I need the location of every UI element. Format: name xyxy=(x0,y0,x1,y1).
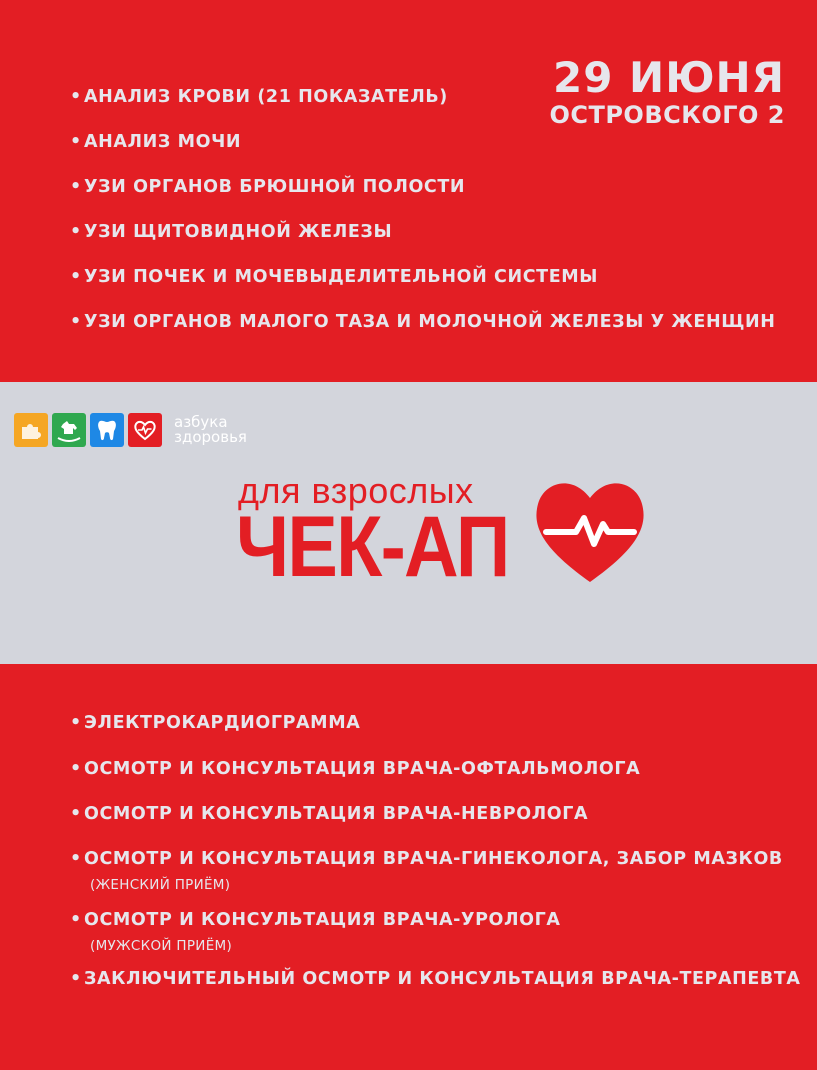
service-label: АНАЛИЗ МОЧИ xyxy=(84,132,242,152)
service-label: УЗИ ПОЧЕК И МОЧЕВЫДЕЛИТЕЛЬНОЙ СИСТЕМЫ xyxy=(84,267,598,287)
event-address: ОСТРОВСКОГО 2 xyxy=(549,101,785,129)
service-label: ЗАКЛЮЧИТЕЛЬНЫЙ ОСМОТР И КОНСУЛЬТАЦИЯ ВРАЧА-ТЕРАПЕВТА xyxy=(84,969,801,989)
service-item xyxy=(70,910,561,954)
service-item xyxy=(70,969,801,989)
brand-name xyxy=(174,415,247,445)
program-subtitle: для взрослых xyxy=(238,470,474,511)
brand-name-line1: азбука xyxy=(174,413,228,431)
program-title: ЧЕК-АП xyxy=(236,499,509,595)
brand-logo xyxy=(14,412,247,448)
service-label: УЗИ ОРГАНОВ БРЮШНОЙ ПОЛОСТИ xyxy=(84,177,466,197)
tooth-icon xyxy=(90,413,124,447)
service-item xyxy=(70,222,392,242)
service-item xyxy=(70,312,776,332)
bullet-icon: • xyxy=(70,849,82,869)
service-item xyxy=(70,849,783,893)
puzzle-icon xyxy=(14,413,48,447)
bullet-icon: • xyxy=(70,87,82,107)
bullet-icon: • xyxy=(70,969,82,989)
heart-logo-icon xyxy=(128,413,162,447)
service-label: АНАЛИЗ КРОВИ (21 ПОКАЗАТЕЛЬ) xyxy=(84,87,448,107)
bullet-icon: • xyxy=(70,759,82,779)
service-note: (МУЖСКОЙ ПРИЁМ) xyxy=(90,938,233,954)
service-label: ОСМОТР И КОНСУЛЬТАЦИЯ ВРАЧА-ОФТАЛЬМОЛОГА xyxy=(84,759,641,779)
event-date: 29 ИЮНЯ xyxy=(552,53,785,102)
service-note: (ЖЕНСКИЙ ПРИЁМ) xyxy=(90,877,231,893)
service-label: УЗИ ЩИТОВИДНОЙ ЖЕЛЕЗЫ xyxy=(84,222,393,242)
bullet-icon: • xyxy=(70,713,82,733)
service-item xyxy=(70,132,241,152)
service-label: ЭЛЕКТРОКАРДИОГРАММА xyxy=(84,713,361,733)
event-info xyxy=(549,55,785,129)
bullet-icon: • xyxy=(70,177,82,197)
bullet-icon: • xyxy=(70,267,82,287)
service-item xyxy=(70,804,588,824)
service-item xyxy=(70,713,360,733)
brand-name-line2: здоровья xyxy=(174,428,247,446)
service-label: ОСМОТР И КОНСУЛЬТАЦИЯ ВРАЧА-УРОЛОГА xyxy=(84,910,561,930)
service-item xyxy=(70,267,598,287)
bullet-icon: • xyxy=(70,910,82,930)
bullet-icon: • xyxy=(70,132,82,152)
service-item xyxy=(70,87,448,107)
bullet-icon: • xyxy=(70,222,82,242)
rocking-horse-icon xyxy=(52,413,86,447)
service-label: ОСМОТР И КОНСУЛЬТАЦИЯ ВРАЧА-ГИНЕКОЛОГА, ЗАБОР МАЗКОВ xyxy=(84,849,783,869)
heart-pulse-icon xyxy=(532,474,648,586)
service-item xyxy=(70,759,640,779)
service-item xyxy=(70,177,465,197)
bullet-icon: • xyxy=(70,312,82,332)
bullet-icon: • xyxy=(70,804,82,824)
service-label: ОСМОТР И КОНСУЛЬТАЦИЯ ВРАЧА-НЕВРОЛОГА xyxy=(84,804,589,824)
service-label: УЗИ ОРГАНОВ МАЛОГО ТАЗА И МОЛОЧНОЙ ЖЕЛЕЗЫ У ЖЕНЩИН xyxy=(84,312,776,332)
